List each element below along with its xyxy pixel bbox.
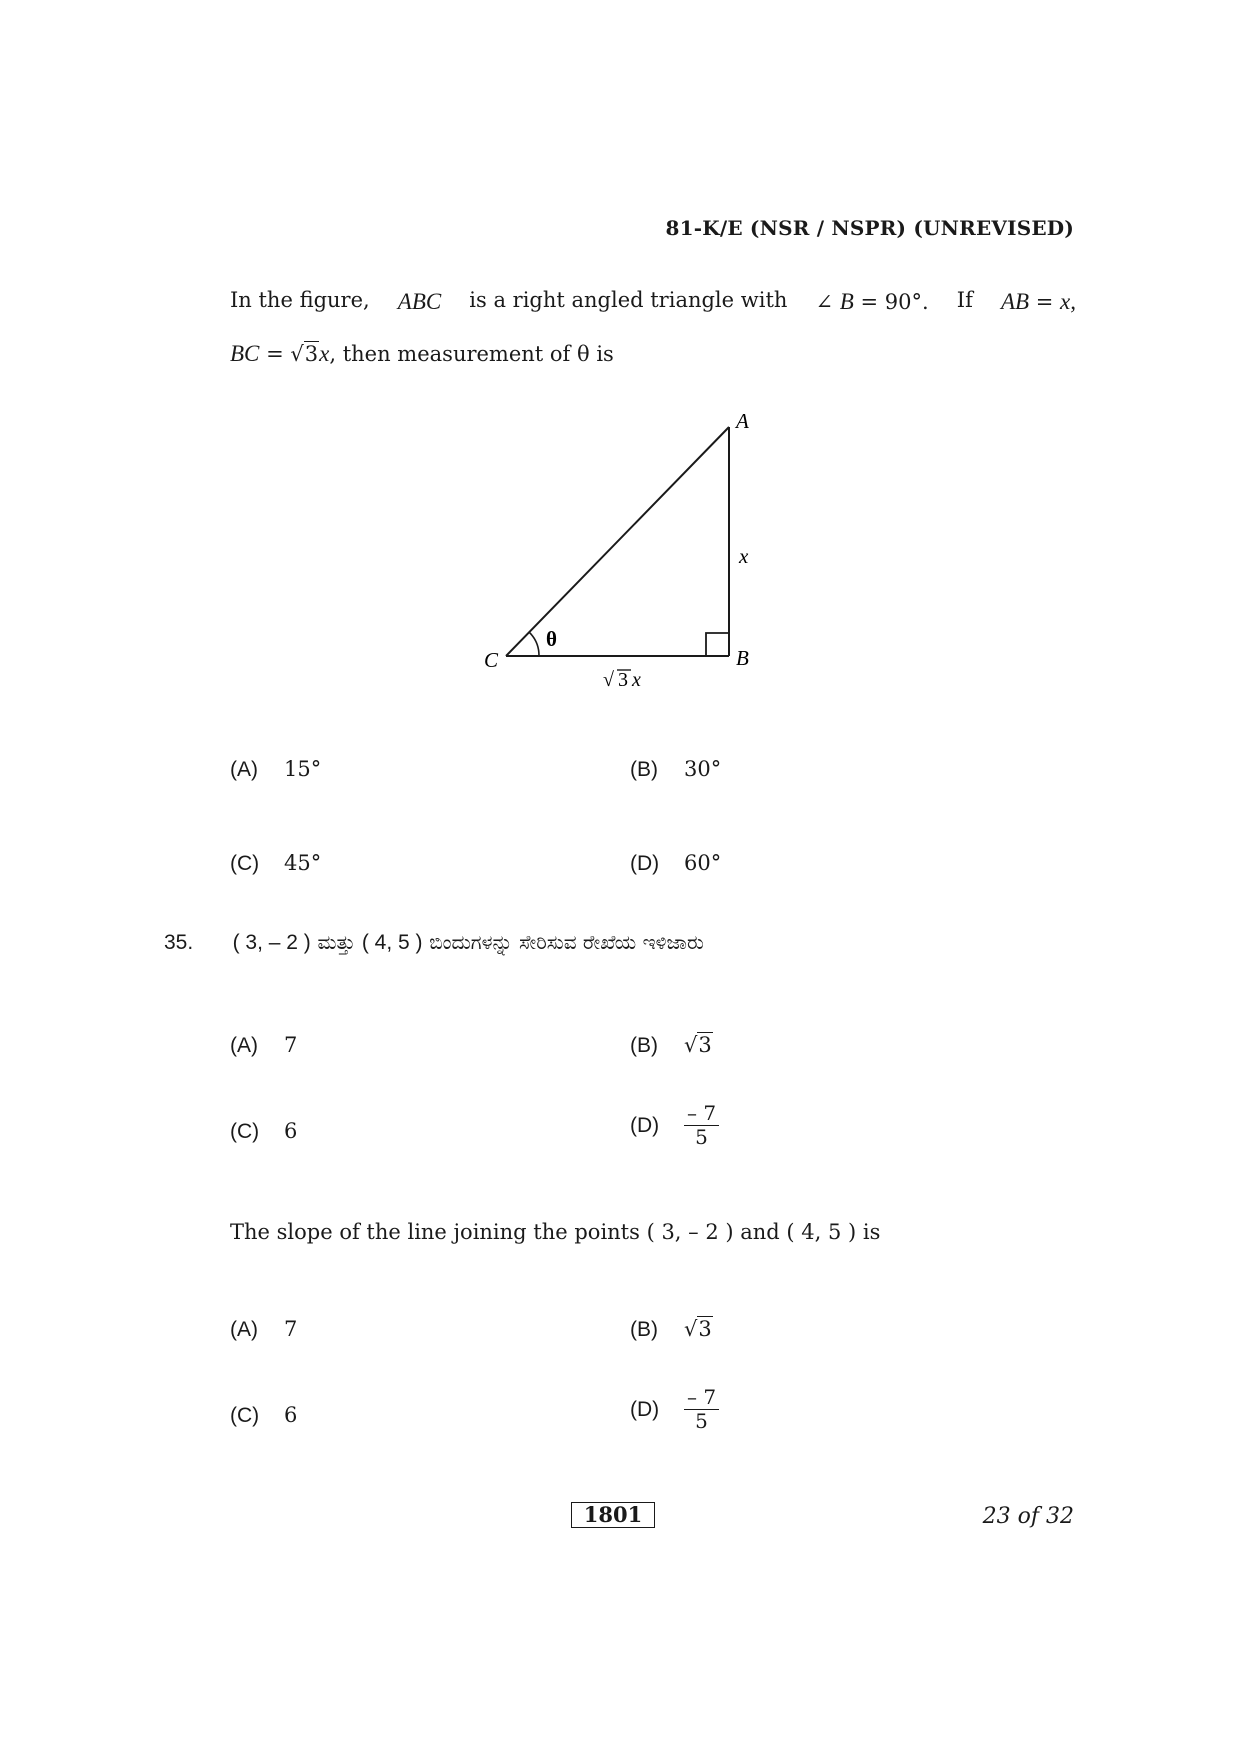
vertex-label-c: C [484,648,499,672]
option-c[interactable]: (C) 45° [230,851,322,875]
theta-arc [529,632,539,656]
page-number: 23 of 32 [982,1504,1074,1529]
side-label-bc-x: x [632,669,641,691]
vertex-label-a: A [736,409,749,433]
footer-code-box: 1801 [571,1502,655,1528]
side-ca [506,427,729,656]
right-triangle-figure [480,405,780,695]
question-34-line-1: In the figure, ABC is a right angled triangle with ∠ B = 90°. If AB = x, [230,288,1076,314]
sqrt-expression: √3 [290,342,319,366]
paper-code: 81-K/E (NSR / NSPR) (UNREVISED) [665,216,1074,240]
question-number: 35. [164,931,194,954]
fraction: $\frac{- 7}{5}$ [684,1103,719,1148]
theta-label: θ [546,627,557,651]
option-b[interactable]: (B) 30° [630,757,722,781]
side-label-bc-root: 3 [618,669,628,691]
en-option-c[interactable]: (C) 6 [230,1403,298,1427]
kn-option-a[interactable]: (A) 7 [230,1033,298,1057]
question-35-kannada: 35. ( 3, – 2 ) ಮತ್ತು ( 4, 5 ) ಬಿಂದುಗಳನ್ನು ಸೇರಿಸುವ ರೇಖೆಯ ಇಳಿಜಾರು [164,930,704,954]
right-angle-mark [706,633,729,656]
kn-option-c[interactable]: (C) 6 [230,1119,298,1143]
side-label-ab: x [739,544,749,568]
en-option-d[interactable]: (D) $\frac{- 7}{5}$ [630,1387,719,1432]
option-a[interactable]: (A) 15° [230,757,322,781]
en-option-b[interactable]: (B) √3 [630,1317,712,1341]
sqrt-symbol: √ [603,669,614,691]
en-option-a[interactable]: (A) 7 [230,1317,298,1341]
question-35-english: The slope of the line joining the points ( 3, – 2 ) and ( 4, 5 ) is [230,1220,881,1244]
option-d[interactable]: (D) 60° [630,851,722,875]
vertex-label-b: B [736,646,749,670]
fraction: $\frac{- 7}{5}$ [684,1387,719,1432]
kn-option-b[interactable]: (B) √3 [630,1033,712,1057]
kn-option-d[interactable]: (D) $\frac{- 7}{5}$ [630,1103,719,1148]
question-34-line-2: BC = √3x, then measurement of θ is [230,341,614,366]
